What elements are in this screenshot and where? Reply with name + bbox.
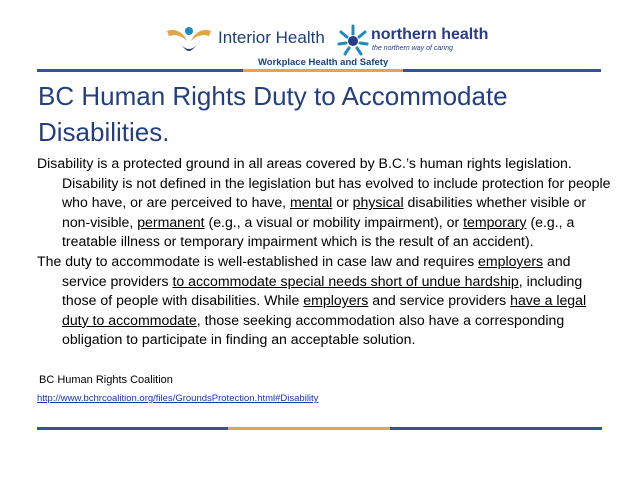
interior-health-logo-icon	[163, 23, 215, 57]
header-rule-blue-2	[403, 69, 601, 72]
disability-paragraph: Disability is a protected ground in all areas covered by B.C.’s human rights legislation. Disability is not defined in the legislation but has evolved to include protection for people who have, or are perceived to have, mental or physical disabilities whether visible or non-visible, permanent (e.g., a visual or mobility impairment), or temporary (e.g., a treatable illness or temporary impairment which is the result of an accident).	[37, 155, 611, 250]
footer-rule-orange	[228, 427, 390, 430]
slide-title: BC Human Rights Duty to Accommodate Disabilities.	[38, 81, 508, 147]
interior-health-name: Interior Health	[218, 28, 325, 47]
footer-rule-blue-2	[390, 427, 602, 430]
source-credit: BC Human Rights Coalition	[39, 374, 173, 386]
northern-health-name: northern health	[371, 26, 489, 43]
header-rule-orange	[243, 69, 403, 72]
duty-paragraph: The duty to accommodate is well-established in case law and requires employers and service providers to accommodate special needs short of undue hardship, including those of people with disabilities. While employers and service providers have a legal duty to accommodate, those seeking accommodation also have a corresponding obligation to participate in finding an acceptable solution.	[37, 252, 587, 348]
northern-health-tagline: the northern way of caring	[372, 45, 453, 52]
header-rule-blue	[37, 69, 243, 72]
header-subtitle: Workplace Health and Safety	[258, 57, 389, 68]
slide-header	[0, 0, 638, 70]
source-link[interactable]: http://www.bchrcoalition.org/files/GroundsProtection.html#Disability	[37, 393, 319, 404]
northern-health-logo-icon	[333, 20, 373, 60]
slide-body	[37, 154, 612, 350]
footer-rule-blue	[37, 427, 228, 430]
